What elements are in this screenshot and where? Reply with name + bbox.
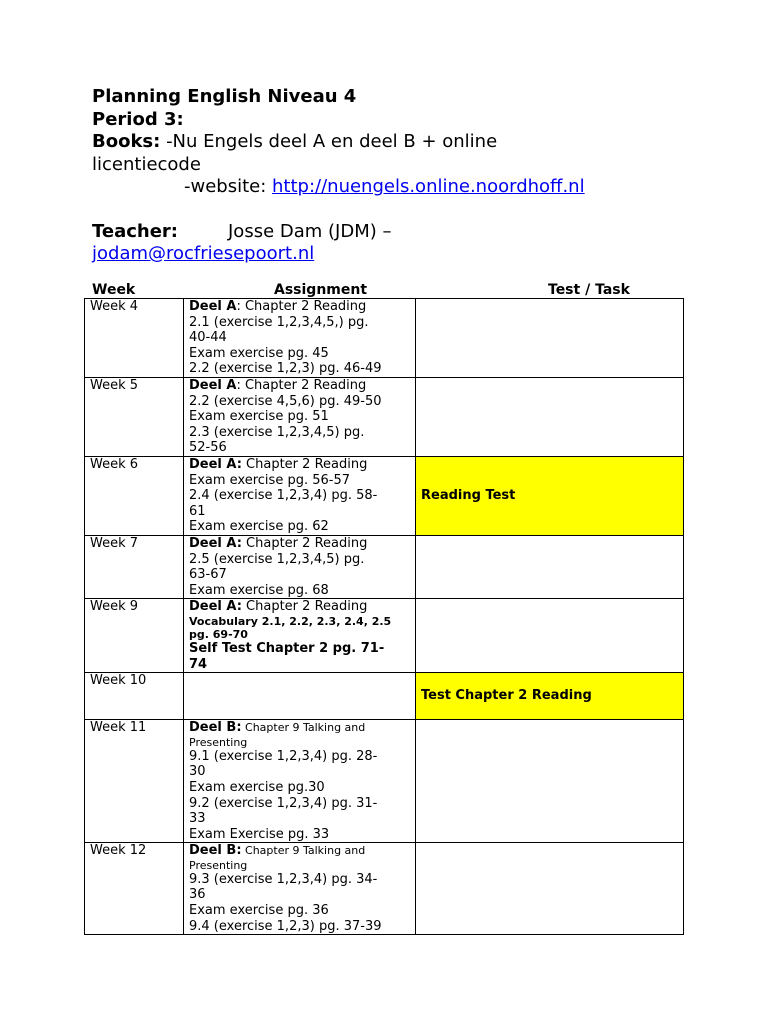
assignment-line: 2.1 (exercise 1,2,3,4,5,) pg. [189,314,369,330]
assignment-line: 2.4 (exercise 1,2,3,4) pg. 58- [189,488,378,504]
book-label: Deel A: [189,535,242,551]
week-cell: Week 10 [85,673,184,720]
assignment-line: 9.1 (exercise 1,2,3,4) pg. 28- [189,748,378,764]
assignment-cell [184,457,416,536]
assignment-line: 63-67 [189,567,227,583]
book-chapter: Chapter 2 Reading [241,457,368,472]
assignment-line: Exam exercise pg. 51 [189,409,329,425]
book-chapter: : Chapter 2 Reading [236,299,367,314]
books-continuation: licentiecode [92,153,201,175]
assignment-cell [184,673,416,720]
week-cell: Week 11 [85,720,184,843]
book-chapter-cont: Presenting [189,735,248,749]
self-test-line: Self Test Chapter 2 pg. 71- [189,640,385,656]
test-cell [416,378,684,457]
assignment-cell [184,599,416,673]
book-chapter: Chapter 9 Talking and [241,844,366,858]
period-heading: Period 3: [92,108,184,130]
week-cell: Week 5 [85,378,184,457]
assignment-cell [184,535,416,598]
vocabulary-line: pg. 69-70 [189,627,248,641]
teacher-label: Teacher: [92,220,179,242]
teacher-email-link[interactable]: jodam@rocfriesepoort.nl [92,243,315,264]
column-header-test: Test / Task [548,282,630,298]
assignment-line: 52-56 [189,440,227,456]
assignment-line: 33 [189,811,206,827]
table-row [85,535,684,598]
teacher-name: Josse Dam (JDM) – [228,220,392,242]
books-label: Books: [92,131,161,152]
table-row [85,599,684,673]
test-cell [416,720,684,843]
assignment-line: Exam exercise pg. 45 [189,345,329,361]
books-line [92,131,732,154]
assignment-line: 61 [189,503,206,519]
test-cell [416,299,684,378]
table-row [85,457,684,536]
week-cell: Week 7 [85,535,184,598]
table-row [85,720,684,843]
book-label: Deel A [189,378,237,393]
assignment-line: 40-44 [189,330,227,346]
assignment-line: 9.4 (exercise 1,2,3) pg. 37-39 [189,918,382,934]
column-header-assignment: Assignment [274,282,368,298]
assignment-line: Exam exercise pg. 62 [189,519,329,535]
assignment-line: Exam exercise pg. 36 [189,903,329,919]
week-cell: Week 4 [85,299,184,378]
column-header-week: Week [92,282,136,298]
table-row [85,673,684,720]
table-row [85,843,684,935]
assignment-line: 2.2 (exercise 1,2,3) pg. 46-49 [189,361,382,377]
assignment-line: 9.2 (exercise 1,2,3,4) pg. 31- [189,795,378,811]
test-cell [416,843,684,935]
book-label: Deel A [189,299,237,314]
table-row [85,378,684,457]
book-label: Deel B: [189,720,242,736]
books-text: -Nu Engels deel A en deel B + online [160,131,498,152]
website-line [92,176,732,199]
assignment-line: Exam exercise pg.30 [189,779,325,795]
book-label: Deel B: [189,843,242,859]
assignment-line: 2.5 (exercise 1,2,3,4,5) pg. [189,551,365,567]
test-cell [416,599,684,673]
week-cell: Week 9 [85,599,184,673]
website-label: -website: [184,176,273,197]
book-chapter: : Chapter 2 Reading [236,378,367,393]
assignment-line: 2.2 (exercise 4,5,6) pg. 49-50 [189,393,382,409]
assignment-cell [184,378,416,457]
table-row [85,299,684,378]
book-chapter: Chapter 2 Reading [241,599,368,615]
assignment-cell [184,299,416,378]
assignment-line: Exam Exercise pg. 33 [189,826,330,842]
book-chapter-cont: Presenting [189,858,248,872]
vocabulary-line: Vocabulary 2.1, 2.2, 2.3, 2.4, 2.5 [189,614,392,628]
book-label: Deel A: [189,457,242,472]
book-label: Deel A: [189,599,242,615]
assignment-line: Exam exercise pg. 68 [189,582,329,598]
website-link[interactable]: http://nuengels.online.noordhoff.nl [272,176,585,197]
assignment-cell [184,843,416,935]
page-title: Planning English Niveau 4 [92,86,357,107]
test-cell-highlighted: Reading Test [416,457,684,536]
assignment-line: 2.3 (exercise 1,2,3,4,5) pg. [189,424,365,440]
week-cell: Week 12 [85,843,184,935]
assignment-cell [184,720,416,843]
assignment-line: 36 [189,887,206,903]
self-test-line: 74 [189,656,208,672]
document-header [92,86,732,266]
test-cell [416,535,684,598]
assignment-line: 30 [189,764,206,780]
planning-table [84,298,684,935]
test-cell-highlighted: Test Chapter 2 Reading [416,673,684,720]
week-cell: Week 6 [85,457,184,536]
assignment-line: 9.3 (exercise 1,2,3,4) pg. 34- [189,871,378,887]
book-chapter: Chapter 9 Talking and [241,721,366,735]
book-chapter: Chapter 2 Reading [241,535,368,551]
assignment-line: Exam exercise pg. 56-57 [189,472,350,488]
teacher-line [92,221,732,244]
